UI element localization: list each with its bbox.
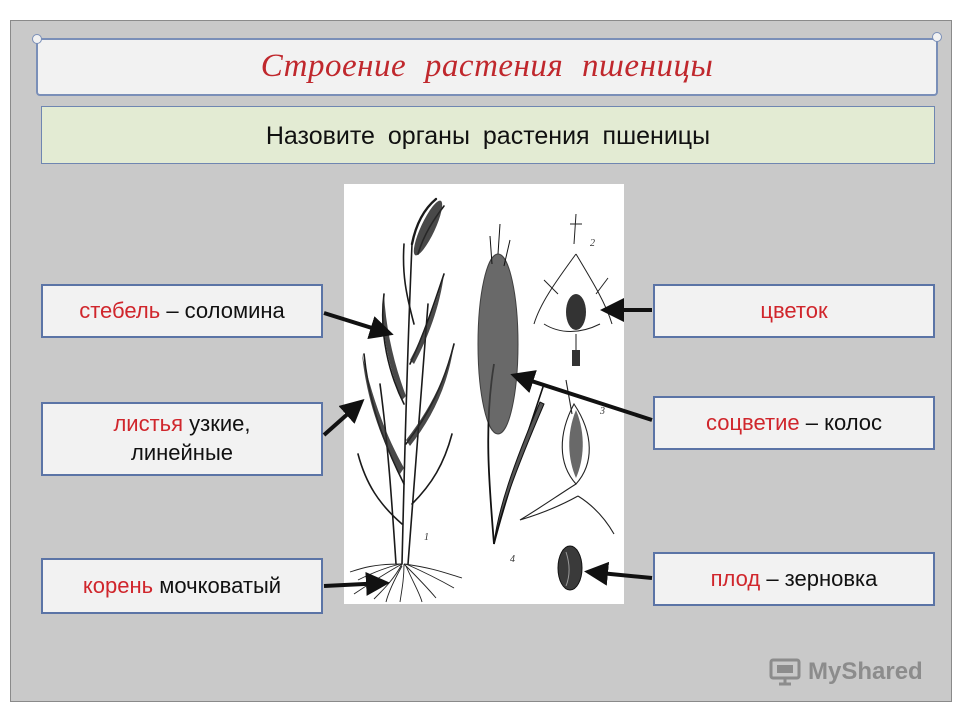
desc-root: мочковатый xyxy=(153,572,282,598)
figure-number-3: 3 xyxy=(600,406,605,417)
label-leaves xyxy=(41,402,323,476)
term-flower: цветок xyxy=(760,297,828,323)
label-root xyxy=(41,558,323,614)
term-fruit: плод xyxy=(710,565,761,591)
label-fruit xyxy=(653,552,935,606)
label-inflorescence-text xyxy=(655,409,933,438)
label-flower xyxy=(653,284,935,338)
task-text: Назовите органы растения пшеницы xyxy=(265,122,711,150)
desc-fruit: – зерновка xyxy=(760,565,878,591)
desc-inflorescence: – колос xyxy=(799,409,883,435)
slide-title: Строение растения пшеницы xyxy=(260,48,714,84)
label-inflorescence xyxy=(653,396,935,450)
label-stem xyxy=(41,284,323,338)
wheat-drawing xyxy=(344,184,624,604)
presentation-icon xyxy=(768,657,802,687)
label-leaves-line2: линейные xyxy=(131,440,233,465)
desc-stem: – соломина xyxy=(160,297,285,323)
title-banner xyxy=(36,38,938,96)
wheat-illustration xyxy=(344,184,624,604)
desc-leaves: узкие, xyxy=(183,411,251,437)
label-flower-text xyxy=(655,297,933,326)
term-stem: стебель xyxy=(79,297,161,323)
label-leaves-line1 xyxy=(43,410,321,439)
label-fruit-text xyxy=(655,565,933,594)
term-inflorescence: соцветие xyxy=(705,409,800,435)
label-root-text xyxy=(43,572,321,601)
watermark xyxy=(768,657,923,687)
figure-number-1: 1 xyxy=(424,532,429,543)
task-banner xyxy=(41,106,935,164)
term-leaves: листья xyxy=(113,411,184,437)
figure-number-2: 2 xyxy=(590,238,595,249)
watermark-text: MyShared xyxy=(808,658,923,685)
label-stem-text xyxy=(43,297,321,326)
figure-number-4: 4 xyxy=(510,554,515,565)
term-root: корень xyxy=(82,572,154,598)
